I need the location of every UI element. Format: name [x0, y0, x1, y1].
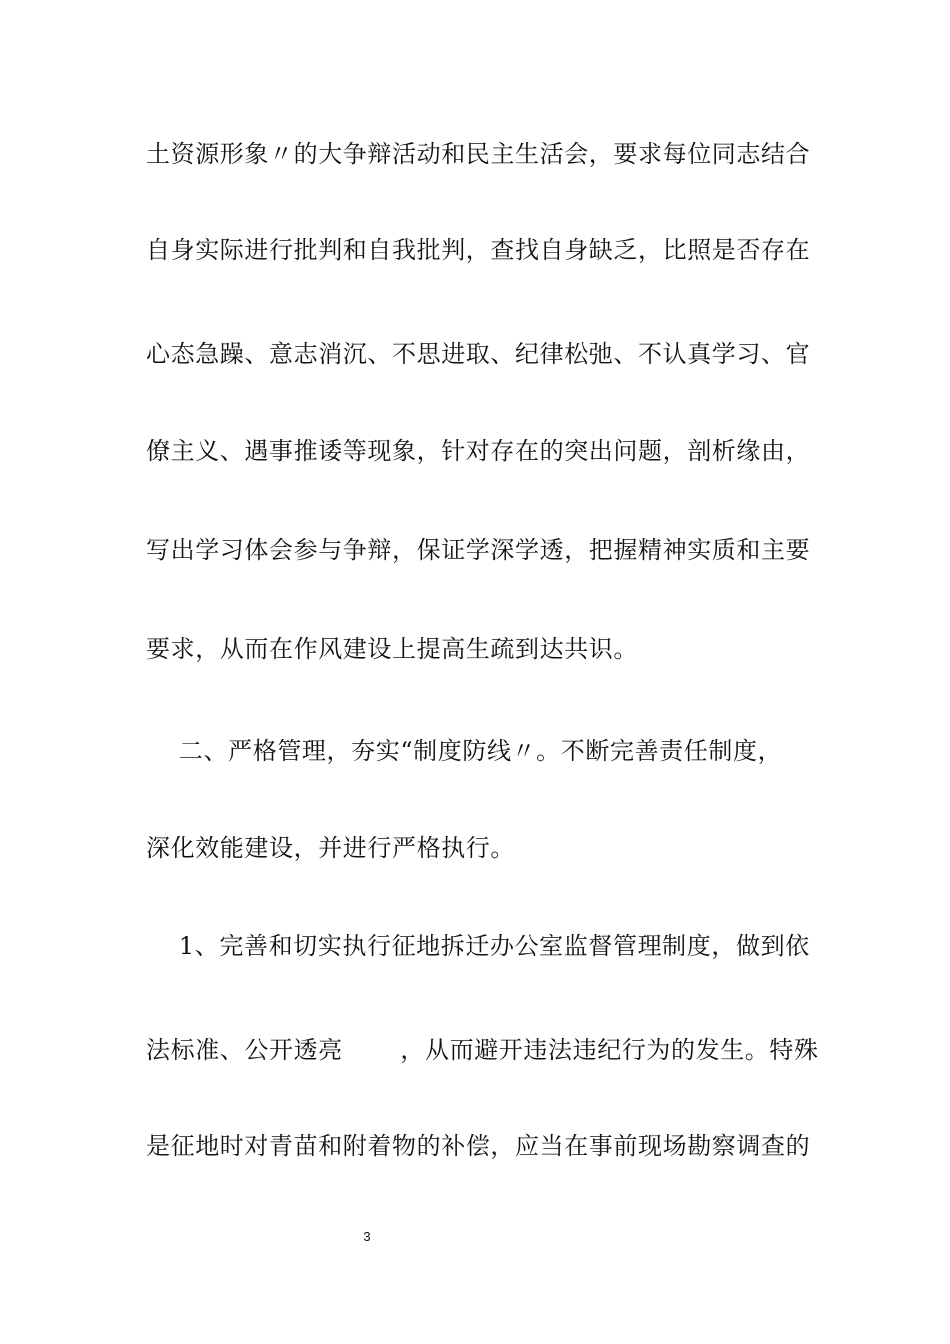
page-number: 3: [363, 1229, 371, 1244]
body-text-line: 自身实际进行批判和自我批判，查找自身缺乏，比照是否存在: [146, 236, 811, 264]
body-text-line: 僚主义、遇事推诿等现象，针对存在的突出问题，剖析缘由，: [146, 437, 811, 465]
section-heading-line: 二、严格管理，夯实“制度防线〃。不断完善责任制度，: [146, 737, 783, 765]
body-text-line: 是征地时对青苗和附着物的补偿，应当在事前现场勘察调查的: [146, 1132, 811, 1160]
body-text-line: 写出学习体会参与争辩，保证学深学透，把握精神实质和主要: [146, 536, 811, 564]
body-text-line: 要求，从而在作风建设上提高生疏到达共识。: [146, 635, 638, 663]
body-text-line: 土资源形象〃的大争辩活动和民主生活会，要求每位同志结合: [146, 140, 811, 168]
body-text-line: 心态急躁、意志消沉、不思进取、纪律松弛、不认真学习、官: [146, 340, 811, 368]
list-item-line: 1、完善和切实执行征地拆迁办公室监督管理制度，做到依: [146, 932, 810, 960]
body-text-line: 深化效能建设，并进行严格执行。: [146, 834, 515, 862]
body-text-line: 法标准、公开透亮 ，从而避开违法违纪行为的发生。特殊: [146, 1036, 819, 1064]
